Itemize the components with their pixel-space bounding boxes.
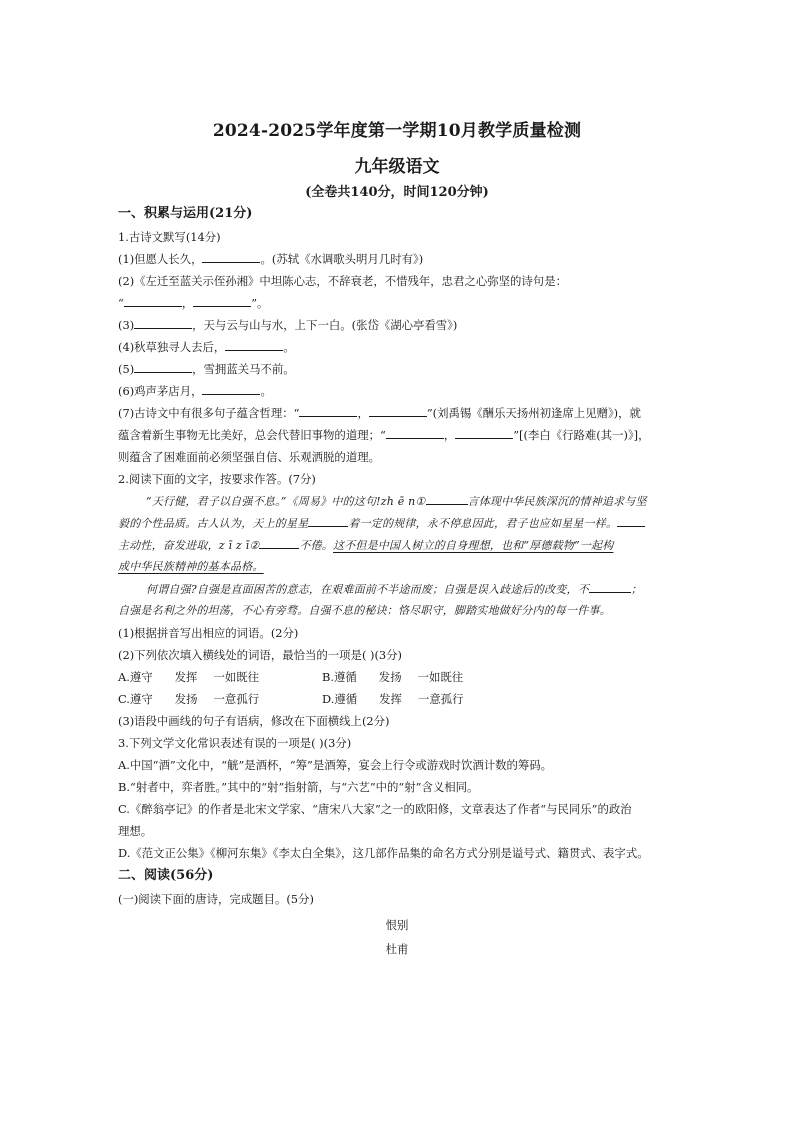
q1-item4: [118, 339, 295, 355]
q1-item7-text2: 蕴含着新生事物无比美好，总会代替旧事物的道理；“: [118, 428, 386, 442]
option-d[interactable]: [322, 691, 464, 707]
option-b[interactable]: [322, 669, 463, 685]
option-word: 遵循: [334, 670, 357, 684]
answer-blank[interactable]: [225, 339, 283, 351]
answer-blank[interactable]: [369, 405, 427, 417]
q1-item6: [118, 383, 272, 399]
q2-passage-line3: [118, 537, 613, 554]
answer-blank[interactable]: [193, 295, 251, 307]
answer-blank[interactable]: [124, 295, 182, 307]
option-word: 发扬: [174, 692, 198, 706]
period: 。: [260, 384, 272, 398]
answer-blank[interactable]: [202, 251, 260, 263]
q1-item5-num: (5): [118, 362, 135, 376]
q1-item1-text: (1)但愿人长久，: [118, 252, 203, 266]
q1-item4-text: (4)秋草独寻人去后，: [118, 340, 226, 354]
passage-text: 言体现中华民族深沉的情神追求与坚: [467, 495, 647, 508]
comma: ，: [181, 296, 194, 310]
q3-option-c[interactable]: C.《醉翁亭记》的作者是北宋文学家、“唐宋八大家”之一的欧阳修，文章表达了作者“与民同乐”的政治: [118, 802, 632, 816]
option-c[interactable]: [118, 691, 259, 707]
q1-item5-text: ，雪拥蓝关马不前。: [192, 362, 295, 376]
passage-text: 着一定的规律，永不停息因此，君子也应如星星一样。: [348, 517, 618, 530]
option-word: 遵守: [129, 670, 153, 684]
q1-item5: [118, 361, 295, 377]
passage-text: 主动性，奋发进取，z ī z ī②: [118, 539, 260, 552]
exam-subject: 九年级语文: [354, 157, 440, 177]
option-word: 遵循: [334, 692, 358, 706]
passage-text: 毅的个性品质。古人认为，天上的星星: [118, 517, 309, 530]
option-a[interactable]: [118, 669, 259, 685]
underlined-sentence: 成中华民族精神的基本品格。: [118, 560, 264, 573]
answer-blank[interactable]: [259, 537, 299, 549]
answer-blank[interactable]: [589, 581, 631, 593]
passage-text: 何谓自强?自强是直面困苦的意志，在艰难面前不半途而废；自强是误入歧途后的改变，不: [146, 583, 589, 596]
q1-stem: 1.古诗文默写(14分): [118, 230, 221, 244]
passage-text: 不倦。: [299, 539, 333, 552]
option-word: 一如既往: [417, 670, 464, 684]
q1-item7-line3: 则蕴含了困难面前必须坚强自信、乐观洒脱的道理。: [118, 450, 380, 464]
q2-passage-line2: [118, 515, 645, 532]
q1-item1-source: 。(苏轼《水调歌头明月几时有》): [260, 252, 424, 266]
q2-passage-line5: [146, 581, 642, 598]
passage-text: ；: [630, 583, 643, 596]
comma: ，: [443, 428, 456, 442]
option-key: B.: [322, 670, 334, 684]
q1-item3: [118, 317, 457, 333]
answer-blank[interactable]: [134, 317, 192, 329]
section2-sub: (一)阅读下面的唐诗，完成题目。(5分): [118, 892, 314, 906]
q1-item2-answer: [118, 295, 268, 311]
option-word: 发挥: [379, 692, 402, 706]
section2-heading: 二、阅读(56分): [118, 868, 214, 883]
option-key: C.: [118, 692, 130, 706]
q1-item7: [118, 405, 641, 421]
q1-item6-text: (6)鸡声茅店月，: [118, 384, 203, 398]
q2-stem: 2.阅读下面的文字，按要求作答。(7分): [118, 472, 316, 486]
q2-sub2: (2)下列依次填入横线处的词语，最恰当的一项是( )(3分): [118, 648, 402, 662]
q2-passage-line4: [118, 559, 264, 575]
period: 。: [283, 340, 295, 354]
q1-item3-text: ，天与云与山与水，上下一白。(张岱《湖心亭看雪》): [192, 318, 458, 332]
answer-blank[interactable]: [202, 383, 260, 395]
q1-item7-text: (7)古诗文中有很多句子蕴含哲理：“: [118, 406, 300, 420]
poem-author: 杜甫: [385, 942, 409, 956]
q3-option-d[interactable]: D.《范文正公集》《柳河东集》《李太白全集》，这几部作品集的命名方式分别是谥号式、籍贯式、表字式。: [118, 846, 649, 860]
close-quote: ”。: [251, 296, 269, 310]
answer-blank[interactable]: [386, 427, 444, 439]
answer-blank[interactable]: [455, 427, 513, 439]
q3-option-b[interactable]: B.“射者中，弈者胜。”其中的“射”指射箭，与“六艺”中的“射”含义相同。: [118, 780, 479, 794]
q3-option-a[interactable]: A.中国“酒”文化中，“觥”是酒杯，“筹”是酒筹，宴会上行令或游戏时饮酒计数的筹码。: [118, 758, 553, 772]
exam-title: 2024-2025学年度第一学期10月教学质量检测: [212, 121, 582, 141]
answer-blank[interactable]: [299, 405, 357, 417]
option-word: 一如既往: [213, 670, 260, 684]
answer-blank[interactable]: [308, 515, 348, 527]
option-word: 发扬: [378, 670, 402, 684]
q2-sub1: (1)根据拼音写出相应的词语。(2分): [118, 626, 299, 640]
q1-item7-source2: ”[(李白《行路难(其一)》]，: [513, 428, 650, 442]
section1-heading: 一、积累与运用(21分): [118, 206, 253, 221]
exam-meta: (全卷共140分，时间120分钟): [305, 185, 489, 200]
option-word: 发挥: [174, 670, 198, 684]
option-word: 遵守: [129, 692, 153, 706]
q2-passage-line1: [146, 493, 647, 510]
option-key: D.: [322, 692, 335, 706]
passage-text: “天行健，君子以自强不息。”《周易》中的这句!zh ē n①: [146, 495, 426, 508]
underlined-sentence: 这不但是中国人树立的自身理想，也和“厚德载物”一起构: [333, 539, 614, 552]
q1-item3-num: (3): [118, 318, 135, 332]
q3-option-c-cont: 理想。: [118, 824, 153, 838]
answer-blank[interactable]: [134, 361, 192, 373]
open-quote: “: [118, 296, 124, 310]
answer-blank[interactable]: [617, 515, 645, 527]
q1-item7-source: ”(刘禹锡《酬乐天扬州初逢席上见赠》)，就: [426, 406, 641, 420]
q2-sub3: (3)语段中画线的句子有语病，修改在下面横线上(2分): [118, 714, 390, 728]
q3-stem: 3.下列文学文化常识表述有误的一项是( )(3分): [118, 736, 352, 750]
q1-item7-line2: [118, 427, 649, 443]
poem-title: 恨别: [385, 918, 409, 932]
answer-blank[interactable]: [426, 493, 468, 505]
q2-passage-line6: 自强是名利之外的坦荡，不心有旁骛。自强不息的秘诀：恪尽职守，脚踏实地做好分内的每一件事。: [118, 604, 611, 617]
comma: ，: [357, 406, 369, 420]
option-key: A.: [118, 670, 130, 684]
q1-item2: (2)《左迁至蓝关示侄孙湘》中坦陈心志，不辞衰老，不惜残年，忠君之心弥坚的诗句是：: [118, 274, 567, 288]
option-word: 一意孤行: [417, 692, 464, 706]
q1-item1: [118, 251, 423, 267]
option-word: 一意孤行: [213, 692, 260, 706]
